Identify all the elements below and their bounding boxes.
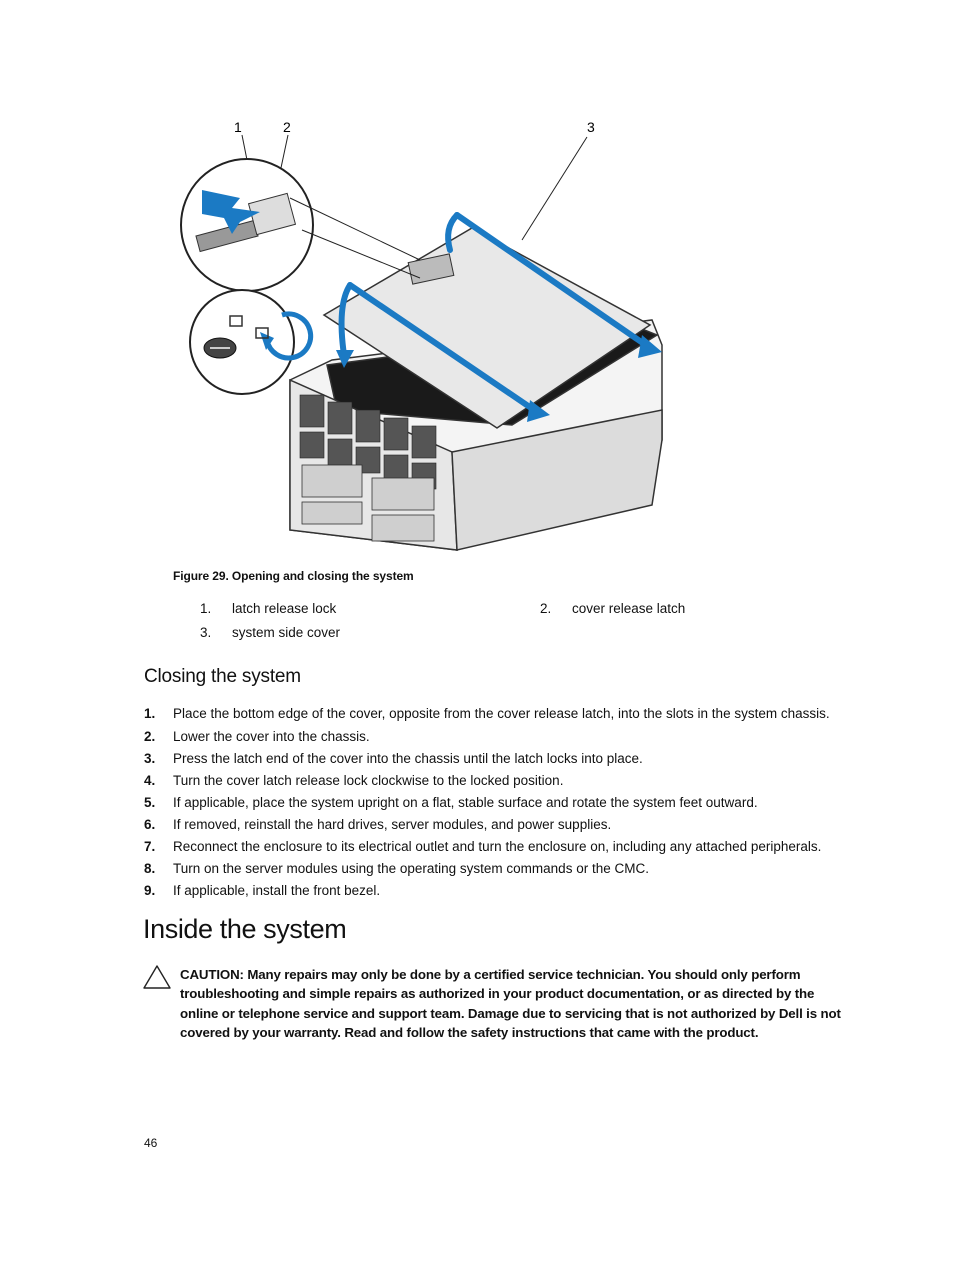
step-text: If removed, reinstall the hard drives, server modules, and power supplies.: [173, 817, 612, 832]
step-text: If applicable, place the system upright on a flat, stable surface and rotate the system feet outward.: [173, 795, 758, 810]
step-text: Reconnect the enclosure to its electrical outlet and turn the enclosure on, including any attached peripherals.: [173, 839, 822, 854]
legend-number: 2.: [540, 601, 552, 616]
caution-triangle-icon: [142, 964, 172, 990]
section-heading-closing: Closing the system: [144, 666, 301, 687]
step-number: 3.: [144, 751, 156, 766]
legend-text: cover release latch: [572, 601, 686, 616]
step-text: Turn on the server modules using the operating system commands or the CMC.: [173, 861, 649, 876]
step-text: Turn the cover latch release lock clockwise to the locked position.: [173, 773, 564, 788]
callout-2: 2: [283, 119, 291, 135]
step-number: 8.: [144, 861, 156, 876]
figure-caption: Figure 29. Opening and closing the system: [173, 569, 414, 583]
step-text: If applicable, install the front bezel.: [173, 883, 381, 898]
step-number: 6.: [144, 817, 156, 832]
step-text: Lower the cover into the chassis.: [173, 729, 370, 744]
step-number: 4.: [144, 773, 156, 788]
legend-text: latch release lock: [232, 601, 337, 616]
callout-3: 3: [587, 119, 595, 135]
legend-number: 1.: [200, 601, 212, 616]
legend-number: 3.: [200, 625, 212, 640]
step-number: 9.: [144, 883, 156, 898]
step-text: Place the bottom edge of the cover, opposite from the cover release latch, into the slots in the system chassis.: [173, 706, 830, 721]
section-heading-inside: Inside the system: [143, 914, 347, 944]
latch-detail: [181, 159, 420, 291]
page-number: 46: [144, 1136, 158, 1150]
system-cover-illustration: [172, 110, 692, 562]
caution-note: CAUTION: Many repairs may only be done by a certified service technician. You should only perform troubleshooting and simple repairs as authorized in your product documentation, or as directed by the online or telephone service and support team. Damage due to servicing that is not authorized by Dell is not covered by your warranty. Read and follow the safety instructions that came with the product.: [180, 967, 841, 1040]
step-number: 7.: [144, 839, 156, 854]
callout-1: 1: [234, 119, 242, 135]
legend-text: system side cover: [232, 625, 341, 640]
step-number: 1.: [144, 706, 156, 721]
step-number: 5.: [144, 795, 156, 810]
step-text: Press the latch end of the cover into the chassis until the latch locks into place.: [173, 751, 643, 766]
step-number: 2.: [144, 729, 156, 744]
